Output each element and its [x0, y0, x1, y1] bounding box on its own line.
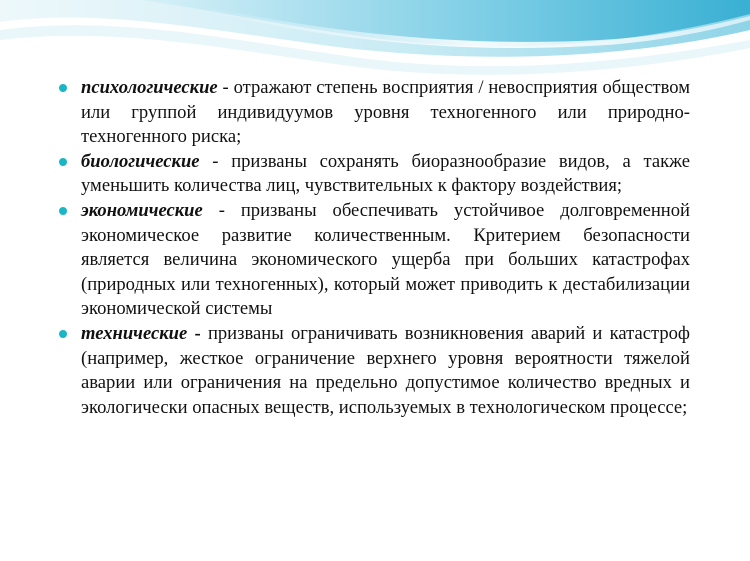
bullet-icon [59, 207, 67, 215]
item-separator: - [202, 199, 241, 221]
item-separator: - [217, 77, 234, 98]
item-term: биологические [81, 150, 200, 172]
bullet-icon [59, 158, 67, 166]
item-text: призваны сохранять биоразнообразие видов, а также уменьшить количества лиц, чувствительных к фактору воздействия; [81, 150, 690, 197]
bullet-icon [59, 330, 67, 338]
item-separator: - [187, 322, 208, 344]
list-item [57, 322, 690, 420]
list-item [57, 199, 690, 322]
list-item [57, 76, 690, 150]
item-separator: - [199, 150, 232, 172]
item-text: отражают степень восприятия / невосприятия обществом или группой индивидуумов уровня техногенного или природно-техногенного риска; [81, 77, 690, 148]
bullet-icon [59, 84, 67, 92]
item-term: психологические [81, 77, 218, 98]
list-item [57, 150, 690, 199]
item-term: технические [81, 322, 188, 344]
item-text: призваны обеспечивать устойчивое долговременной экономическое развитие количественным. Критерием безопасности является величина экономического ущерба при больших катастрофах (природных или техногенных), который может приводить к дестабилизации экономической системы [81, 199, 690, 320]
item-text: призваны ограничивать возникновения аварий и катастроф (например, жесткое ограничение верхнего уровня вероятности тяжелой аварии или ограничения на предельно допустимое количество вредных и экологически опасных веществ, используемых в технологическом процессе; [81, 322, 690, 418]
criteria-list [57, 76, 690, 420]
item-term: экономические [81, 199, 203, 221]
